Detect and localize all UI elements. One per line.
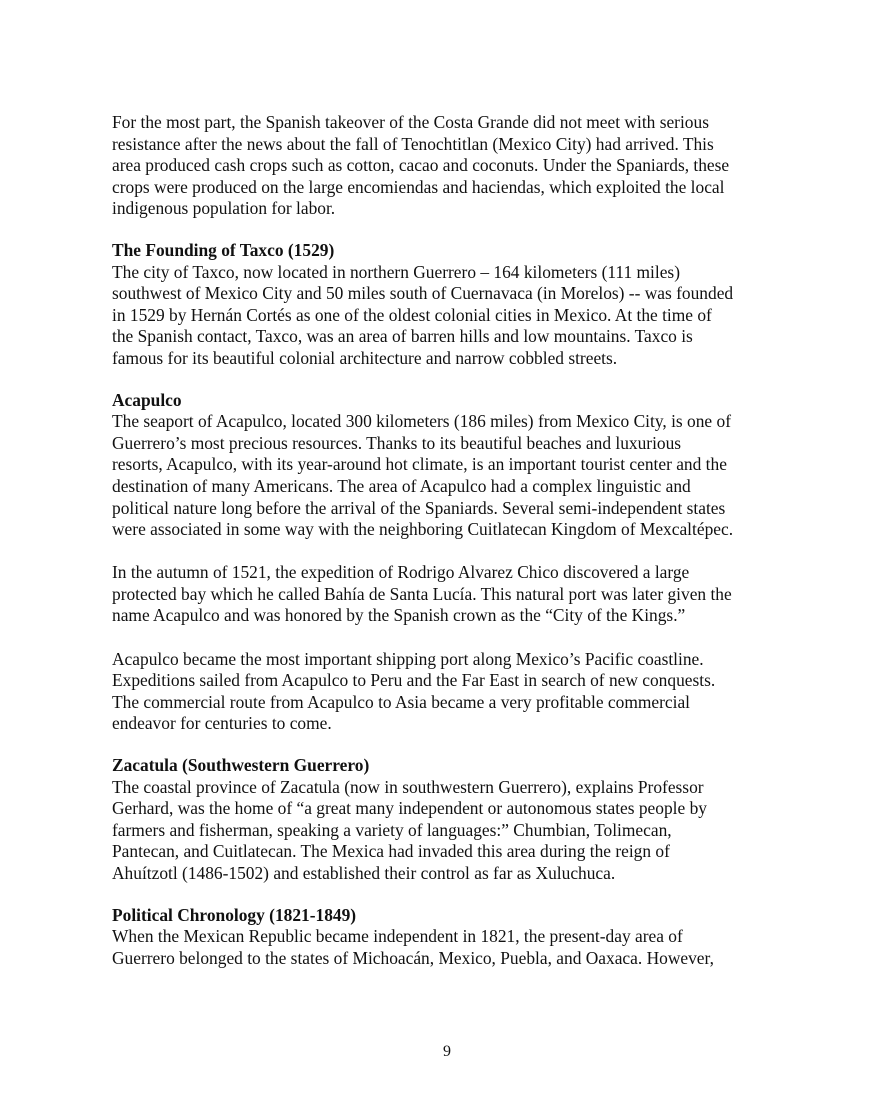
section-political-chronology xyxy=(112,905,792,970)
page-number: 9 xyxy=(443,1043,451,1060)
intro-paragraph: For the most part, the Spanish takeover of the Costa Grande did not meet with serious resistance after the news about the fall of Tenochtitlan (Mexico City) had arrived. This area produced cash crops such as cotton, cacao and coconuts. Under the Spaniards, these crops were produced on the large encomiendas and haciendas, which exploited the local indigenous population for labor. xyxy=(112,112,730,219)
section-paragraph: When the Mexican Republic became independent in 1821, the present-day area of Guerrero belonged to the states of Michoacán, Mexico, Puebla, and Oaxaca. However, xyxy=(112,926,714,968)
section-paragraph: The seaport of Acapulco, located 300 kilometers (186 miles) from Mexico City, is one of Guerrero’s most precious resources. Thanks to its beautiful beaches and luxurious resorts, Acapulco, with its year-around hot climate, is an important tourist center and the destination of many Americans. The area of Acapulco had a complex linguistic and political nature long before the arrival of the Spaniards. Several semi-independent states were associated in some way with the neighboring Cuitlatecan Kingdom of Mexcaltépec. xyxy=(112,411,734,540)
section-paragraph: Acapulco became the most important shipping port along Mexico’s Pacific coastline. Expeditions sailed from Acapulco to Peru and the Far East in search of new conquests. The commercial route from Acapulco to Asia became a very profitable commercial endeavor for centuries to come. xyxy=(112,648,716,734)
section-taxco xyxy=(112,240,792,370)
section-zacatula xyxy=(112,755,792,885)
document-page xyxy=(112,112,792,969)
section-heading: Zacatula (Southwestern Guerrero) xyxy=(112,755,370,776)
section-paragraph: The city of Taxco, now located in northern Guerrero – 164 kilometers (111 miles) southwest of Mexico City and 50 miles south of Cuernavaca (in Morelos) -- was founded in 1529 by Hernán Cortés as one of the oldest colonial cities in Mexico. At the time of the Spanish contact, Taxco, was an area of barren hills and low mountains. Taxco is famous for its beautiful colonial architecture and narrow cobbled streets. xyxy=(112,261,734,368)
section-heading: Acapulco xyxy=(112,389,182,410)
section-acapulco xyxy=(112,390,792,736)
section-paragraph: The coastal province of Zacatula (now in southwestern Guerrero), explains Professor Gerhard, was the home of “a great many independent or autonomous states people by farmers and fisherman, speaking a variety of languages:” Chumbian, Tolimecan, Pantecan, and Cuitlatecan. The Mexica had invaded this area during the reign of Ahuítzotl (1486-1502) and established their control as far as Xuluchuca. xyxy=(112,776,707,883)
section-heading: Political Chronology (1821-1849) xyxy=(112,904,357,925)
section-heading: The Founding of Taxco (1529) xyxy=(112,239,335,260)
section-paragraph: In the autumn of 1521, the expedition of Rodrigo Alvarez Chico discovered a large protected bay which he called Bahía de Santa Lucía. This natural port was later given the name Acapulco and was honored by the Spanish crown as the “City of the Kings.” xyxy=(112,562,732,626)
